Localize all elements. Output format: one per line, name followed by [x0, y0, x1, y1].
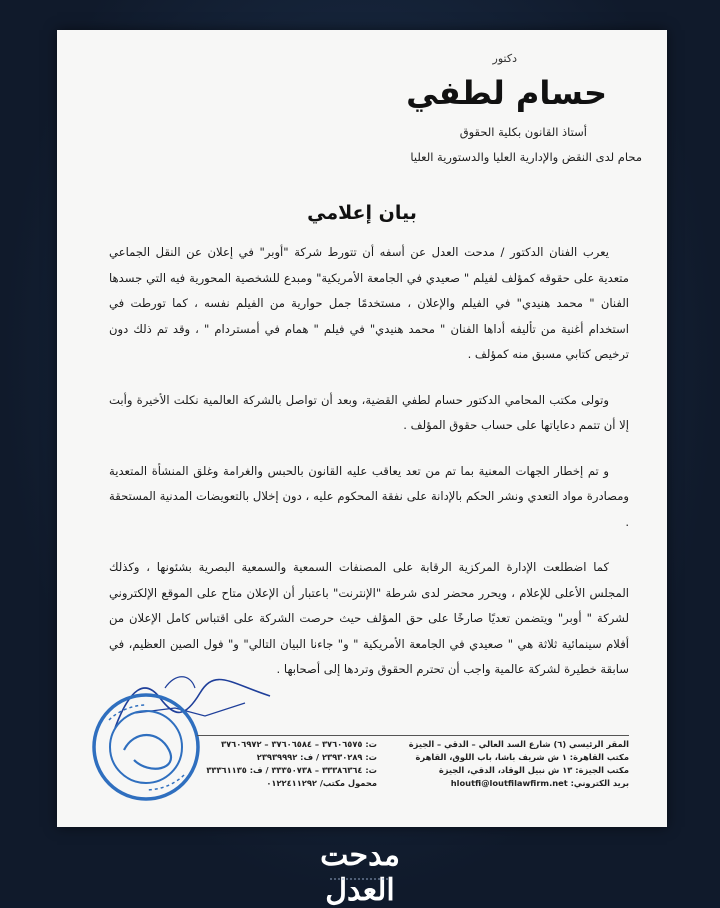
paragraph: و تم إخطار الجهات المعنية بما تم من تعد يعاقب عليه القانون بالحبس والغرامة وغلق المنشأة المتعدية ومصادرة مواد التعدي ونشر الحكم بالإدانة على نفقة المحكوم عليه ، دون إخلال بالتعويضات المدنية المستحقة . [109, 463, 629, 529]
brand-logo: مدحت العدل [320, 838, 400, 908]
footer-address-line: مكتب الجيزة: ١٣ ش نبيل الوقاد، الدقي، الجيزة [438, 765, 629, 775]
footer-address-line: المقر الرئيسي (٦) شارع السد العالي – الدقي – الجيزة [408, 739, 629, 749]
document-heading: بيان إعلامي [307, 202, 417, 224]
paragraph: وتولى مكتب المحامي الدكتور حسام لطفي القضية، وبعد أن تواصل بالشركة العالمية نكلت الأخيرة وأبت إلا أن تتمم دعاياتها على حساب حقوق المؤلف . [109, 392, 629, 432]
footer-phone-line: ت: ٣٧٦٠٦٥٧٥ – ٣٧٦٠٦٥٨٤ – ٣٧٦٠٦٩٧٢ [221, 739, 377, 749]
header-name: حسام لطفي [406, 74, 607, 112]
paragraph: يعرب الفنان الدكتور / مدحت العدل عن أسفه أن تتورط شركة "أوبر" في إعلان عن النقل الجماعي متعدية على حقوقه كمؤلف لفيلم " صعيدي في الجامعة الأمريكية" ومبدع للشخصية المحورية فيه التي جسدها الفنان " محمد هنيدي" في الفيلم والإعلان ، مستخدمًا جمل حوارية من الفيلم نفسه ، كما تورطت في استخدام أغنية من تأليفه أداها الفنان " محمد هنيدي" في فيلم " همام في أمستردام " ، وقد تم ذلك دون ترخيص كتابي مسبق منه كمؤلف . [109, 245, 629, 361]
footer-phone-line: محمول مكتب/ ٠١٢٢٤١١٢٩٢ [266, 778, 377, 788]
brand-underline-icon [330, 876, 390, 882]
footer-email: بريد الكتروني: hloutfi@loutfilawfirm.net [450, 778, 629, 788]
header-title: دكتور [492, 52, 517, 65]
footer-phone-line: ت: ٣٣٣٨٦٣٦٤ – ٣٣٣٥٠٧٣٨ / ف: ٣٣٣٦١١٣٥ [206, 765, 377, 775]
footer-divider [197, 735, 629, 736]
footer-phone-line: ت: ٢٣٩٣٠٢٨٩ / ف: ٢٣٩٣٩٩٩٢ [256, 752, 377, 762]
header-credentials: محام لدى النقض والإدارية العليا والدستورية العليا [410, 150, 642, 164]
footer-phones [177, 738, 377, 790]
paragraph: كما اضطلعت الإدارة المركزية الرقابة على المصنفات السمعية والسمعية البصرية بشئونها ، وكذلك المجلس الأعلى للإعلام ، ويحرر محضر لدى شرطة "الإنترنت" باعتبار أن الإعلان متاح على الموقع الإلكتروني لشركة " أوبر" ويتضمن تعديًا صارخًا على حق المؤلف حيث حرصت الشركة على اقتباس كامل الإعلان من أفلام سينمائية ثلاثة هي " صعيدي في الجامعة الأمريكية " و" جاءنا البيان التالي" و" فول الصين العظيم، في سابقة خطيرة لشركة عالمية واجب أن تحترم الحقوق وتردها إلى أصحابها . [109, 560, 629, 676]
footer-addresses [389, 738, 629, 790]
header-position: أستاذ القانون بكلية الحقوق [459, 125, 587, 139]
footer-address-line: مكتب القاهرة: ١ ش شريف باشا، باب اللوق، القاهرة [415, 752, 629, 762]
letter-page [57, 30, 667, 827]
document-body [109, 240, 629, 703]
